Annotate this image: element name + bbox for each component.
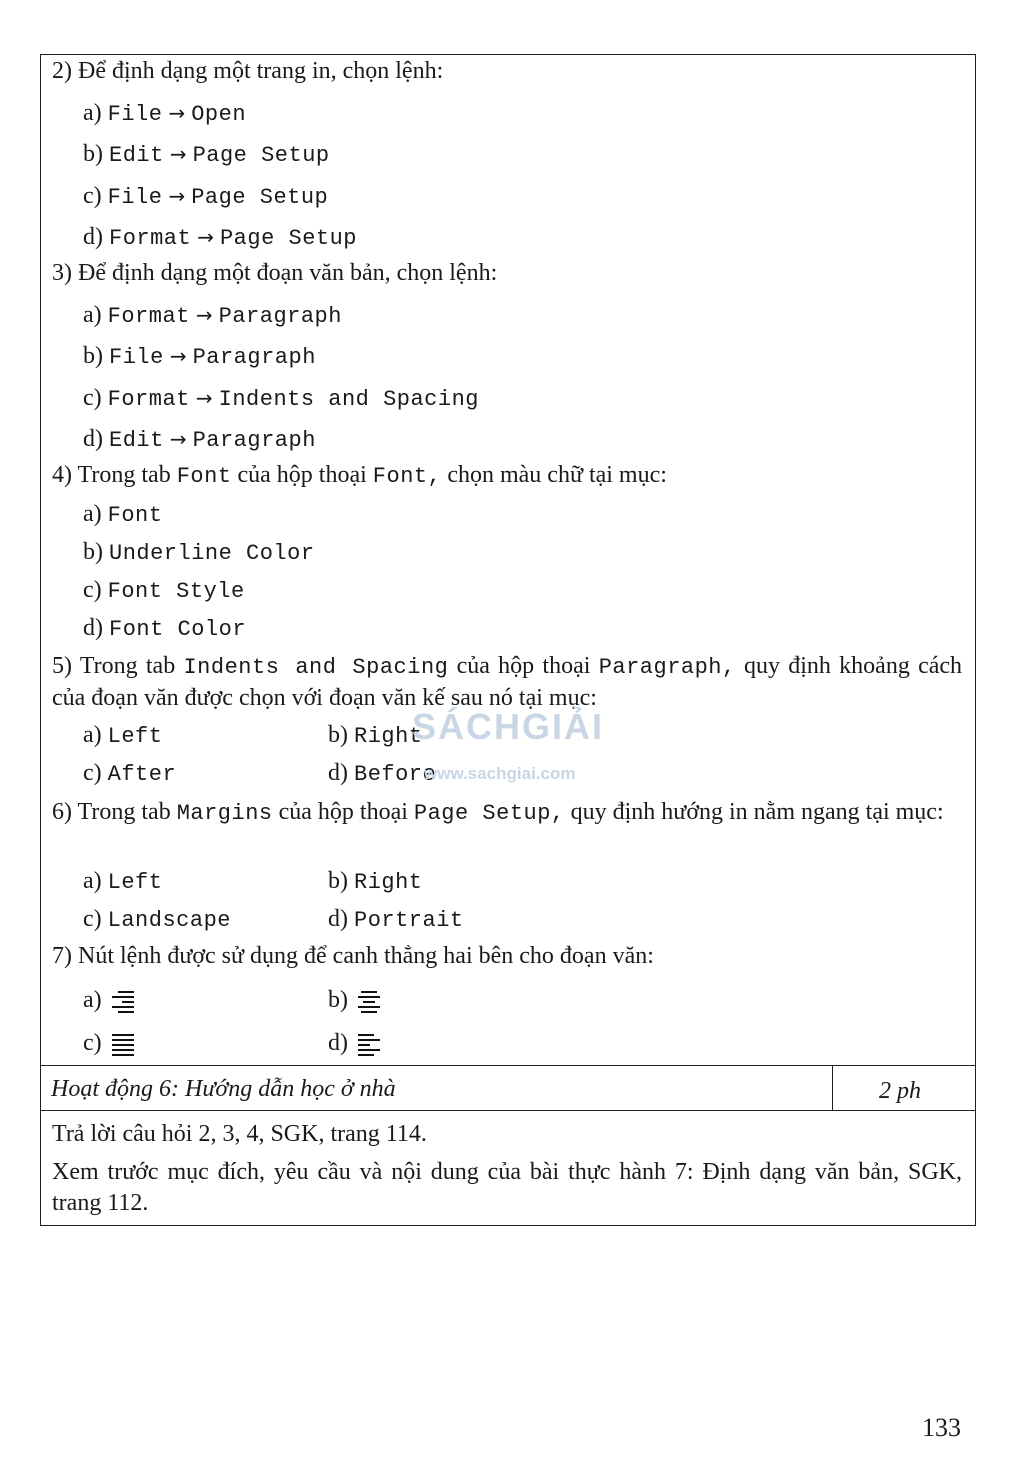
q3-option-c: c) Format → Indents and Spacing xyxy=(83,385,479,412)
activity-divider xyxy=(832,1066,833,1111)
q2-option-a: a) File → Open xyxy=(83,100,247,127)
q4-option-d: d) Font Color xyxy=(83,615,247,642)
align-left-icon xyxy=(356,1032,382,1056)
q6-option-a: a) Left xyxy=(83,868,163,895)
q6-option-d: d) Portrait xyxy=(328,906,464,933)
q6-option-c: c) Landscape xyxy=(83,906,231,933)
q4-option-a: a) Font xyxy=(83,501,163,528)
q7-option-c: c) xyxy=(83,1028,136,1058)
q6-option-b: b) Right xyxy=(328,868,423,895)
question-6-stem: 6) Trong tab Margins của hộp thoại Page Setup, quy định hướng in nằm ngang tại mục: xyxy=(52,799,944,826)
activity-time: 2 ph xyxy=(879,1078,921,1104)
align-justify-icon xyxy=(110,1032,136,1056)
question-3-stem: 3) Để định dạng một đoạn văn bản, chọn lệnh: xyxy=(52,260,498,286)
q3-option-b: b) File → Paragraph xyxy=(83,343,316,370)
align-right-icon xyxy=(110,989,136,1013)
q5-option-c: c) After xyxy=(83,760,177,787)
question-2-stem: 2) Để định dạng một trang in, chọn lệnh: xyxy=(52,58,444,84)
homework-line-1: Trả lời câu hỏi 2, 3, 4, SGK, trang 114. xyxy=(52,1121,427,1147)
q5-option-a: a) Left xyxy=(83,722,163,749)
q3-option-d: d) Edit → Paragraph xyxy=(83,426,316,453)
q2-option-b: b) Edit → Page Setup xyxy=(83,141,330,168)
homework-line-2: Xem trước mục đích, yêu cầu và nội dung của bài thực hành 7: Định dạng văn bản, SGK, trang 112. xyxy=(52,1159,962,1216)
question-4-stem: 4) Trong tab Font của hộp thoại Font, chọn màu chữ tại mục: xyxy=(52,462,667,489)
align-center-icon xyxy=(356,989,382,1013)
page-number: 133 xyxy=(922,1413,961,1442)
question-5-stem: 5) Trong tab Indents and Spacing của hộp thoại Paragraph, quy định khoảng cách của đoạn văn được chọn với đoạn văn kế sau nó tại mục: xyxy=(52,653,963,711)
q5-option-d: d) Before xyxy=(328,760,437,787)
q3-option-a: a) Format → Paragraph xyxy=(83,302,342,329)
q4-option-b: b) Underline Color xyxy=(83,539,315,566)
q5-option-b: b) Right xyxy=(328,722,423,749)
question-7-stem: 7) Nút lệnh được sử dụng để canh thẳng hai bên cho đoạn văn: xyxy=(52,943,654,969)
q7-option-b: b) xyxy=(328,985,382,1015)
q2-option-c: c) File → Page Setup xyxy=(83,183,329,210)
q7-option-a: a) xyxy=(83,985,136,1015)
activity-title: Hoạt động 6: Hướng dẫn học ở nhà xyxy=(51,1076,396,1102)
q7-option-d: d) xyxy=(328,1028,382,1058)
q2-option-d: d) Format → Page Setup xyxy=(83,224,358,251)
q4-option-c: c) Font Style xyxy=(83,577,245,604)
watermark-url: www.sachgiai.com xyxy=(424,764,576,783)
watermark-logo: SÁCHGIẢI xyxy=(412,706,605,747)
